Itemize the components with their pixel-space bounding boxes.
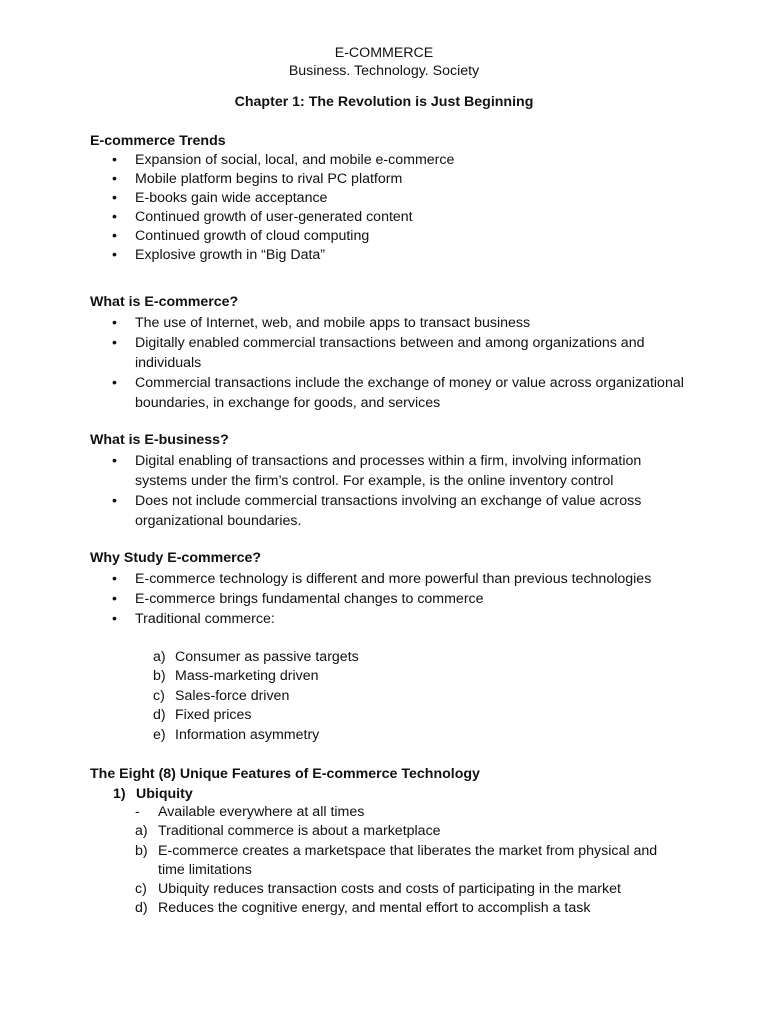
list-marker: b) <box>153 668 166 685</box>
item-text: Available everywhere at all times <box>158 804 365 820</box>
section-heading-unique-features: The Eight (8) Unique Features of E-commerce Technology <box>90 766 480 782</box>
list-marker: c) <box>135 881 147 898</box>
item-text: Traditional commerce is about a marketplace <box>158 823 441 840</box>
section-heading-what-is-ecommerce: What is E-commerce? <box>90 294 239 310</box>
document-subtitle: Business. Technology. Society <box>288 63 480 79</box>
feature-number: 1) <box>113 786 126 802</box>
list-item <box>0 880 768 899</box>
section-heading-trends: E-commerce Trends <box>90 133 226 149</box>
list-item: • Explosive growth in “Big Data” <box>0 246 768 265</box>
list-marker: d) <box>135 900 148 917</box>
list-item: • Mobile platform begins to rival PC platform <box>0 170 768 189</box>
feature-title: Ubiquity <box>136 786 193 802</box>
sub-item-text: Information asymmetry <box>175 726 320 743</box>
list-item: • E-commerce brings fundamental changes to commerce <box>0 589 768 609</box>
sub-list-item <box>0 726 768 745</box>
list-marker: b) <box>135 842 148 859</box>
sub-item-text: Fixed prices <box>175 707 252 724</box>
list-item: • Digital enabling of transactions and processes within a firm, involving information systems under the firm’s control. For example, is the online inventory control <box>0 451 768 491</box>
list-item: • The use of Internet, web, and mobile apps to transact business <box>0 313 768 333</box>
list-item: • E-books gain wide acceptance <box>0 189 768 208</box>
list-item <box>0 822 768 841</box>
list-item <box>0 803 768 822</box>
item-text: Ubiquity reduces transaction costs and costs of participating in the market <box>158 881 621 898</box>
list-marker: a) <box>153 649 166 665</box>
ubiquity-list <box>0 803 768 919</box>
sub-item-text: Sales-force driven <box>175 687 290 704</box>
list-item <box>0 899 768 918</box>
list-item: • E-commerce technology is different and more powerful than previous technologies <box>0 569 768 589</box>
sub-item-text: Consumer as passive targets <box>175 649 359 665</box>
list-item: • Expansion of social, local, and mobile e-commerce <box>0 151 768 170</box>
document-title: E-COMMERCE <box>334 45 434 61</box>
why-study-list <box>0 569 768 629</box>
section-heading-what-is-ebusiness: What is E-business? <box>90 432 229 448</box>
section-heading-why-study: Why Study E-commerce? <box>90 550 262 566</box>
list-item: • Continued growth of cloud computing <box>0 227 768 246</box>
list-item: • Does not include commercial transactions involving an exchange of value across organizational boundaries. <box>0 491 768 531</box>
sub-item-text: Mass-marketing driven <box>175 668 319 685</box>
chapter-title: Chapter 1: The Revolution is Just Beginning <box>234 94 534 110</box>
trends-list <box>0 151 768 265</box>
list-marker: - <box>135 804 140 820</box>
item-text: Reduces the cognitive energy, and mental effort to accomplish a task <box>158 900 591 917</box>
list-item: • Commercial transactions include the exchange of money or value across organizational boundaries, in exchange for goods, and services <box>0 373 768 413</box>
list-item: • Traditional commerce: <box>0 609 768 629</box>
sub-list-item <box>0 706 768 725</box>
sub-list-item <box>0 667 768 686</box>
list-marker: d) <box>153 707 166 724</box>
list-item: • Digitally enabled commercial transactions between and among organizations and individuals <box>0 333 768 373</box>
traditional-commerce-sublist <box>0 648 768 745</box>
list-item: • Continued growth of user-generated content <box>0 208 768 227</box>
ebusiness-definition-list <box>0 451 768 531</box>
ecommerce-definition-list <box>0 313 768 413</box>
list-item <box>0 842 768 881</box>
item-text: E-commerce creates a marketspace that liberates the market from physical and time limitations <box>158 842 658 878</box>
sub-list-item <box>0 687 768 706</box>
list-marker: a) <box>135 823 148 840</box>
sub-list-item <box>0 648 768 667</box>
list-marker: c) <box>153 687 165 704</box>
list-marker: e) <box>153 726 166 743</box>
